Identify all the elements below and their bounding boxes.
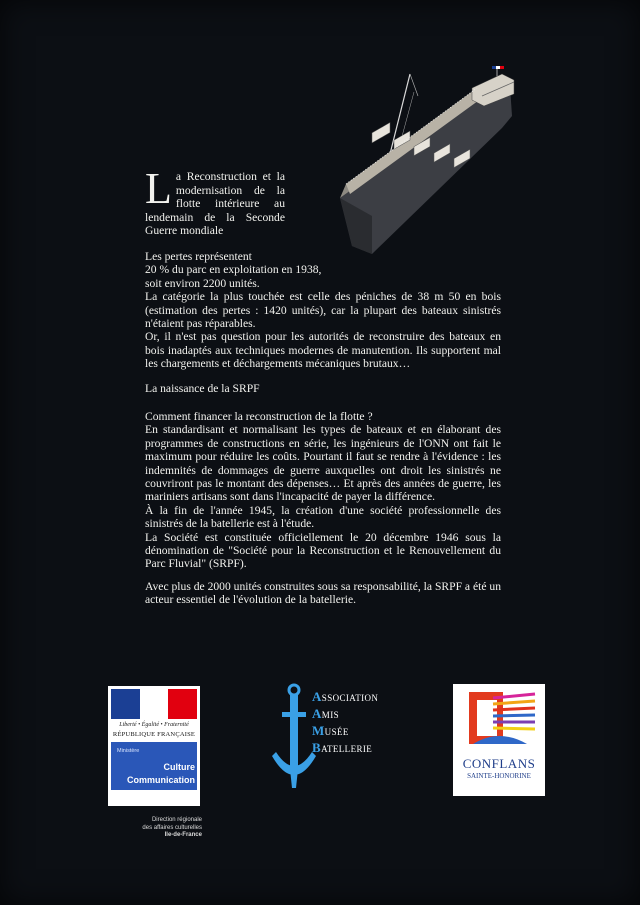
communication-label: Communication — [126, 775, 195, 785]
conflans-name: CONFLANS — [462, 756, 536, 771]
main-paragraph-3: La Société est constituée officiellement le 20 décembre 1946 sous la dénomination de "Société pour la Reconstruction et le Renouvellement du Parc Fluvial" (SRPF). — [145, 530, 501, 571]
closing-paragraph: Avec plus de 2000 unités construites sous sa responsabilité, la SRPF a été un acteur essentiel de l'évolution de la batellerie. — [145, 580, 501, 607]
aamb-cap-3: M — [312, 723, 325, 738]
aamb-word-1: SSOCIATION — [321, 693, 379, 703]
aamb-word-3: USÉE — [324, 727, 349, 737]
drac-line-2: des affaires culturelles — [142, 824, 202, 831]
drac-line-3: Ile-de-France — [164, 832, 202, 838]
intro-text: a Reconstruction et la modernisation de la flotte intérieure au lendemain de la Seconde Guerre mondiale — [145, 170, 285, 238]
drac-caption — [112, 817, 202, 840]
losses-paragraph-3: Or, il n'est pas question pour les autorités de reconstruire des bateaux en bois inadaptés aux techniques modernes de manutention. Ils supportent mal les chargements et déchargements mécaniques brutaux… — [145, 330, 501, 371]
main-paragraph-2: À la fin de l'année 1945, la création d'une société professionnelle des sinistrés de la batellerie est à l'étude. — [145, 503, 501, 531]
aamb-word-4: ATELLERIE — [321, 744, 373, 754]
section-title: La naissance de la SRPF — [145, 382, 260, 395]
aamb-name — [312, 689, 378, 757]
conflans-subtitle: SAINTE-HONORINE — [467, 772, 531, 780]
drop-cap: L — [145, 164, 172, 213]
rf-name: RÉPUBLIQUE FRANÇAISE — [112, 731, 196, 738]
flag-white — [140, 689, 169, 719]
conflans-logo — [453, 684, 545, 796]
french-flag-icon — [111, 689, 197, 719]
barge-illustration — [332, 66, 522, 266]
losses-line-1: Les pertes représentent — [145, 250, 252, 263]
losses-section — [145, 250, 501, 371]
main-question: Comment financer la reconstruction de la flotte ? — [145, 410, 373, 423]
ministry-label: Ministère — [117, 748, 140, 754]
losses-line-3: soit environ 2200 unités. — [145, 276, 260, 290]
rf-motto: Liberté • Égalité • Fraternité — [119, 722, 189, 728]
culture-label: Culture — [163, 762, 195, 772]
republique-francaise-logo — [108, 686, 200, 806]
aamb-cap-4: B — [312, 740, 322, 755]
ministry-panel — [111, 742, 197, 790]
aamb-cap-1: A — [312, 689, 322, 704]
losses-line-2: 20 % du parc en exploitation en 1938, — [145, 263, 322, 277]
main-paragraph-1: En standardisant et normalisant les types de bateaux et en élaborant des programmes de constructions en série, les ingénieurs de l'ONN ont fait le maximum pour réduire les coûts. Pourtant il faut se rendre à l'évidence : les indemnités de dommages de guerre auxquelles ont droit les sinistrés ne couvriront pas le montant des dépenses… Et après des années de guerre, les mariniers artisans sont dans l'incapacité de payer la différence. — [145, 423, 501, 504]
drac-line-1: Direction régionale — [151, 817, 202, 823]
intro-paragraph — [145, 164, 285, 238]
aamb-cap-2: A — [312, 706, 322, 721]
aamb-word-2: MIS — [321, 710, 340, 720]
main-section — [145, 410, 501, 571]
conflans-emblem-icon — [453, 684, 545, 754]
flag-blue — [111, 689, 140, 719]
losses-paragraph-2: La catégorie la plus touchée est celle des péniches de 38 m 50 en bois (estimation des pertes : 1420 unités), car la plupart des bateaux sinistrés n'étaient pas réparables. — [145, 290, 501, 331]
flag-red — [168, 689, 197, 719]
